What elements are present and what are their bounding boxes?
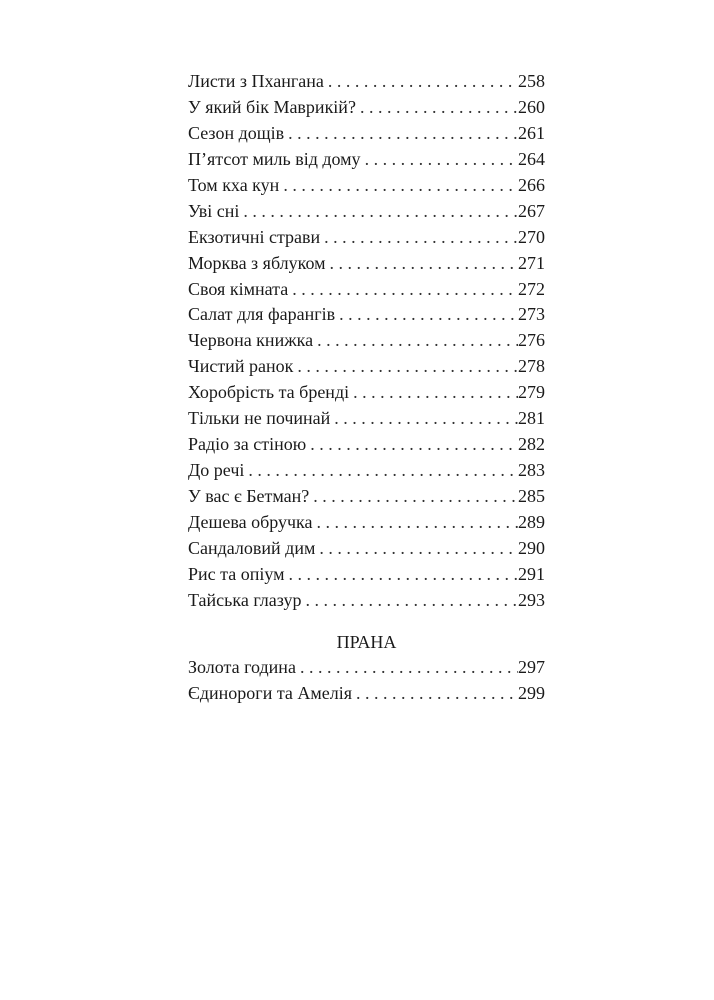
entry-page-number: 290 <box>518 537 545 558</box>
entry-title: Тільки не починай <box>188 408 331 429</box>
toc-entry <box>188 277 545 303</box>
entry-page-number: 272 <box>518 278 545 299</box>
entry-title: До речі <box>188 460 245 481</box>
dot-leader <box>244 458 518 484</box>
dot-leader <box>288 277 518 303</box>
dot-leader <box>356 95 518 121</box>
toc-entry <box>188 588 545 614</box>
toc-entry <box>188 510 545 536</box>
dot-leader <box>330 406 518 432</box>
dot-leader <box>285 562 519 588</box>
dot-leader <box>315 536 518 562</box>
entry-title: Екзотичні страви <box>188 226 321 247</box>
dot-leader <box>279 173 518 199</box>
toc-entry <box>188 251 545 277</box>
dot-leader <box>284 121 518 147</box>
entry-page-number: 281 <box>518 408 545 429</box>
toc-entry <box>188 225 545 251</box>
toc-entry <box>188 380 545 406</box>
toc-entry <box>188 328 545 354</box>
entry-title: Єдинороги та Амелія <box>188 682 353 703</box>
entry-title: Червона книжка <box>188 330 314 351</box>
entry-title: П’ятсот миль від дому <box>188 148 361 169</box>
entry-title: Том кха кун <box>188 174 280 195</box>
dot-leader <box>324 69 518 95</box>
entry-page-number: 273 <box>518 304 545 325</box>
entry-page-number: 289 <box>518 511 545 532</box>
toc-entry <box>188 199 545 225</box>
dot-leader <box>296 655 518 681</box>
dot-leader <box>320 225 518 251</box>
toc-entry <box>188 655 545 681</box>
entry-page-number: 264 <box>518 148 545 169</box>
entry-page-number: 260 <box>518 96 545 117</box>
toc-entry <box>188 484 545 510</box>
entry-title: Морква з яблуком <box>188 252 326 273</box>
entry-page-number: 285 <box>518 486 545 506</box>
entry-page-number: 299 <box>518 682 545 703</box>
entry-title: Хоробрість та бренді <box>188 382 350 403</box>
entry-page-number: 266 <box>518 174 545 195</box>
entry-title: Тайська глазур <box>188 589 302 610</box>
entry-title: Радіо за стіною <box>188 434 307 455</box>
toc-entry <box>188 406 545 432</box>
entry-title: Сандаловий дим <box>188 537 316 558</box>
toc-entry <box>188 432 545 458</box>
table-of-contents <box>188 69 545 614</box>
entry-page-number: 291 <box>518 563 545 584</box>
entry-page-number: 293 <box>518 589 545 610</box>
toc-entry <box>188 536 545 562</box>
entry-title: У який бік Маврикій? <box>188 96 356 117</box>
toc-entry <box>188 354 545 380</box>
entry-page-number: 297 <box>518 657 545 677</box>
dot-leader <box>352 681 518 707</box>
toc-entry <box>188 681 545 707</box>
dot-leader <box>335 302 518 328</box>
dot-leader <box>313 510 518 536</box>
entry-page-number: 271 <box>518 252 545 273</box>
toc-entry <box>188 95 545 121</box>
entry-title: Рис та опіум <box>188 563 285 584</box>
toc-entry <box>188 173 545 199</box>
dot-leader <box>306 432 518 458</box>
dot-leader <box>302 588 518 614</box>
dot-leader <box>326 251 518 277</box>
entry-title: Дешева обручка <box>188 511 313 532</box>
toc-entry <box>188 302 545 328</box>
entry-title: Салат для фарангів <box>188 304 336 325</box>
dot-leader <box>349 380 518 406</box>
entry-page-number: 278 <box>518 356 545 377</box>
toc-entry <box>188 562 545 588</box>
entry-title: Листи з Пхангана <box>188 71 324 91</box>
entry-title: У вас є Бетман? <box>188 486 310 506</box>
entry-page-number: 270 <box>518 226 545 247</box>
section-heading: ПРАНА <box>336 632 397 652</box>
entry-title: Сезон дощів <box>188 122 285 143</box>
dot-leader <box>239 199 518 225</box>
dot-leader <box>293 354 518 380</box>
entry-title: Уві сні <box>188 200 240 221</box>
toc-entry <box>188 458 545 484</box>
entry-page-number: 276 <box>518 330 545 351</box>
section-table-of-contents <box>188 655 545 707</box>
entry-page-number: 261 <box>518 122 545 143</box>
dot-leader <box>361 147 518 173</box>
entry-title: Чистий ранок <box>188 356 294 377</box>
entry-page-number: 258 <box>518 71 545 91</box>
entry-title: Золота година <box>188 657 296 677</box>
entry-title: Своя кімната <box>188 278 289 299</box>
toc-entry <box>188 121 545 147</box>
toc-entry <box>188 69 545 95</box>
entry-page-number: 267 <box>518 200 545 221</box>
entry-page-number: 282 <box>518 434 545 455</box>
entry-page-number: 283 <box>518 460 545 481</box>
dot-leader <box>309 484 518 510</box>
dot-leader <box>313 328 518 354</box>
toc-entry <box>188 147 545 173</box>
entry-page-number: 279 <box>518 382 545 403</box>
